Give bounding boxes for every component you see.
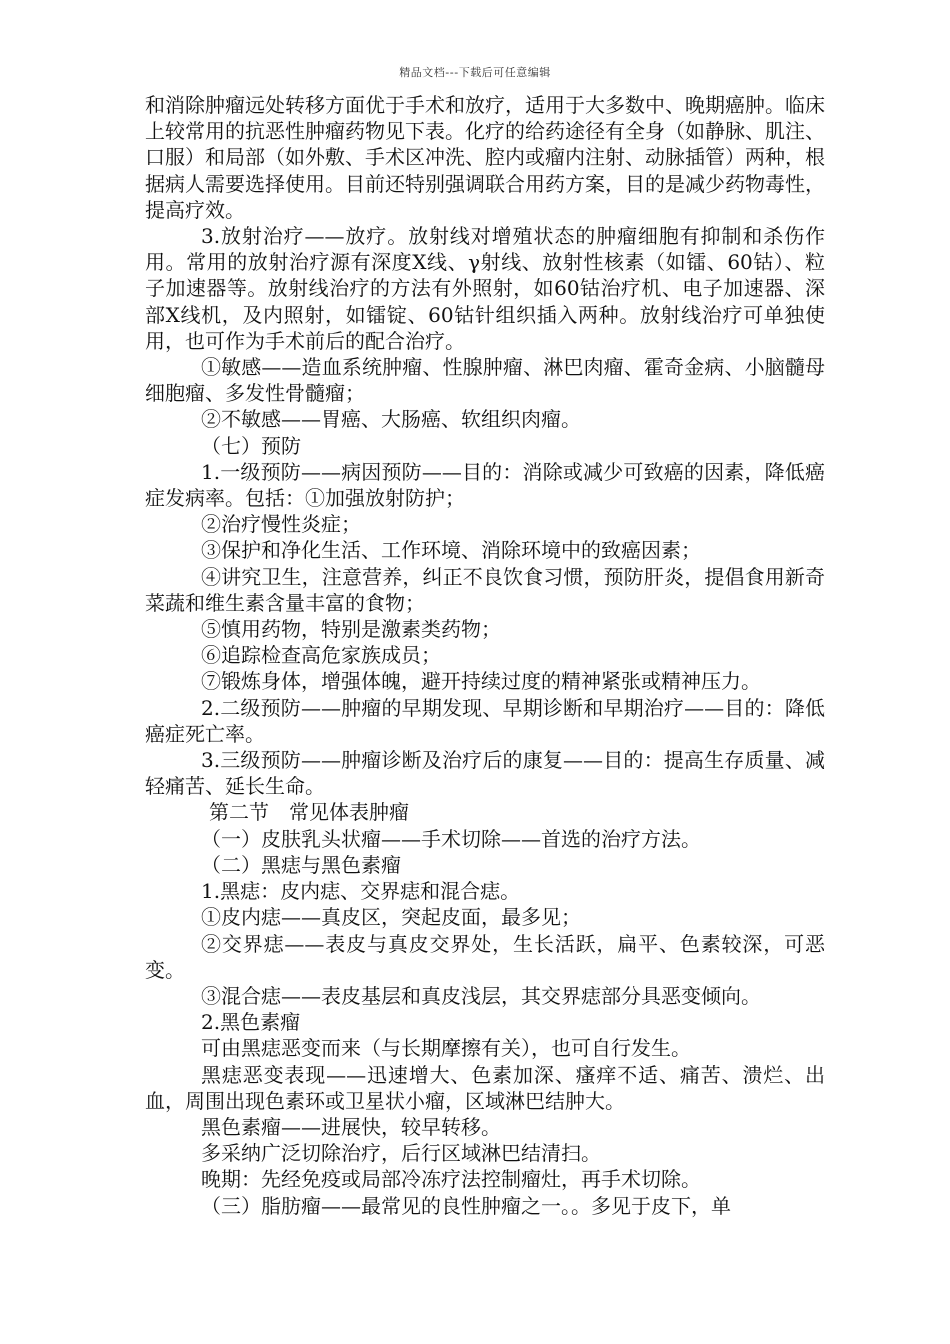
document-body <box>145 92 825 1219</box>
paragraph: 多采纳广泛切除治疗，后行区域淋巴结清扫。 <box>201 1141 601 1166</box>
paragraph: 第二节 常见体表肿瘤 <box>209 800 409 825</box>
paragraph: ⑤慎用药物，特别是激素类药物； <box>201 617 501 642</box>
paragraph: 黑痣恶变表现——迅速增大、色素加深、瘙痒不适、痛苦、溃烂、出血，周围出现色素环或卫星状小瘤，区域淋巴结肿大。 <box>145 1062 825 1113</box>
paragraph: （二）黑痣与黑色素瘤 <box>201 852 401 877</box>
paragraph: ③保护和净化生活、工作环境、消除环境中的致癌因素； <box>201 538 701 563</box>
paragraph: 3.放射治疗——放疗。放射线对增殖状态的肿瘤细胞有抑制和杀伤作用。常用的放射治疗源有深度X线、γ射线、放射性核素（如镭、60钴）、粒子加速器等。放射线治疗的方法有外照射，如60钴治疗机、电子加速器、深部X线机，及内照射，如镭锭、60钴针组织插入两种。放射线治疗可单独使用，也可作为手术前后的配合治疗。 <box>145 224 825 353</box>
paragraph: 可由黑痣恶变而来（与长期摩擦有关），也可自行发生。 <box>201 1036 691 1061</box>
paragraph: （七）预防 <box>201 433 301 458</box>
paragraph: 3.三级预防——肿瘤诊断及治疗后的康复——目的：提高生存质量、减轻痛苦、延长生命。 <box>145 748 825 799</box>
paragraph: （一）皮肤乳头状瘤——手术切除——首选的治疗方法。 <box>201 826 701 851</box>
paragraph: 2.黑色素瘤 <box>201 1010 301 1035</box>
page-header: 精品文档---下载后可任意编辑 <box>399 66 551 79</box>
paragraph: 2.二级预防——肿瘤的早期发现、早期诊断和早期治疗——目的：降低癌症死亡率。 <box>145 695 825 746</box>
paragraph: 1.一级预防——病因预防——目的：消除或减少可致癌的因素，降低癌症发病率。包括：①加强放射防护； <box>145 459 825 511</box>
paragraph: ①皮内痣——真皮区，突起皮面，最多见； <box>201 905 581 930</box>
paragraph: ⑦锻炼身体，增强体魄，避开持续过度的精神紧张或精神压力。 <box>201 669 761 694</box>
paragraph: （三）脂肪瘤——最常见的良性肿瘤之一。。多见于皮下，单 <box>201 1193 731 1218</box>
paragraph: 晚期：先经免疫或局部冷冻疗法控制瘤灶，再手术切除。 <box>201 1167 701 1192</box>
paragraph: 黑色素瘤——进展快，较早转移。 <box>201 1114 501 1139</box>
paragraph: ①敏感——造血系统肿瘤、性腺肿瘤、淋巴肉瘤、霍奇金病、小脑髓母细胞瘤、多发性骨髓瘤； <box>145 355 825 406</box>
paragraph: ②交界痣——表皮与真皮交界处，生长活跃，扁平、色素较深，可恶变。 <box>145 931 825 982</box>
paragraph: ②治疗慢性炎症； <box>201 512 361 537</box>
paragraph: 和消除肿瘤远处转移方面优于手术和放疗，适用于大多数中、晚期癌肿。临床上较常用的抗恶性肿瘤药物见下表。化疗的给药途径有全身（如静脉、肌注、口服）和局部（如外敷、手术区冲洗、腔内或瘤内注射、动脉插管）两种，根据病人需要选择使用。目前还特别强调联合用药方案，目的是减少药物毒性，提高疗效。 <box>145 93 825 222</box>
paragraph: ③混合痣——表皮基层和真皮浅层，其交界痣部分具恶变倾向。 <box>201 983 761 1008</box>
paragraph: ④讲究卫生，注意营养，纠正不良饮食习惯，预防肝炎，提倡食用新奇菜蔬和维生素含量丰富的食物； <box>145 564 825 615</box>
paragraph: 1.黑痣：皮内痣、交界痣和混合痣。 <box>201 879 521 904</box>
paragraph: ②不敏感——胃癌、大肠癌、软组织肉瘤。 <box>201 407 581 432</box>
paragraph: ⑥追踪检查高危家族成员； <box>201 643 441 668</box>
